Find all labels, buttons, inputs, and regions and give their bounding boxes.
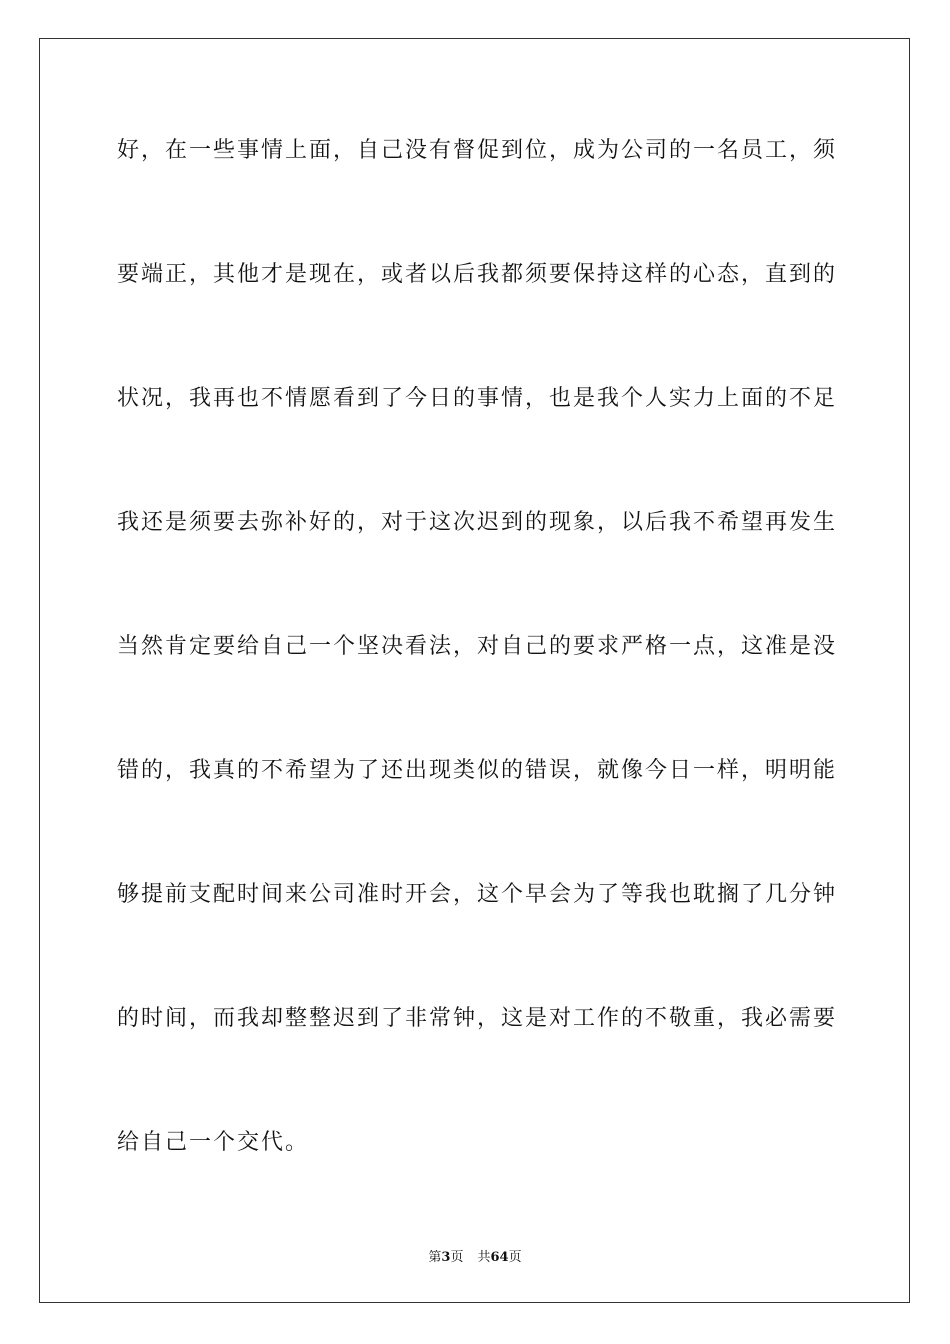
text-line-1: 好，在一些事情上面，自己没有督促到位，成为公司的一名员工，须	[117, 138, 838, 163]
total-prefix: 共	[477, 1250, 491, 1265]
total-pages: 64	[490, 1250, 509, 1265]
total-suffix: 页	[508, 1250, 522, 1265]
text-line-8: 的时间，而我却整整迟到了非常钟，这是对工作的不敬重，我必需要	[117, 1006, 838, 1031]
document-body	[117, 131, 837, 1247]
page-footer	[0, 1248, 950, 1268]
text-line-6: 错的，我真的不希望为了还出现类似的错误，就像今日一样，明明能	[117, 758, 838, 783]
text-line-7: 够提前支配时间来公司准时开会，这个早会为了等我也耽搁了几分钟	[117, 882, 838, 907]
text-line-2: 要端正，其他才是现在，或者以后我都须要保持这样的心态，直到的	[117, 262, 838, 287]
text-line-4: 我还是须要去弥补好的，对于这次迟到的现象，以后我不希望再发生	[117, 510, 838, 535]
text-line-5: 当然肯定要给自己一个坚决看法，对自己的要求严格一点，这准是没	[117, 634, 838, 659]
page-suffix: 页	[450, 1250, 464, 1265]
text-line-3: 状况，我再也不情愿看到了今日的事情，也是我个人实力上面的不足	[117, 386, 838, 411]
page-number: 3	[441, 1250, 451, 1265]
page-prefix: 第	[428, 1250, 442, 1265]
text-line-9: 给自己一个交代。	[117, 1130, 310, 1155]
